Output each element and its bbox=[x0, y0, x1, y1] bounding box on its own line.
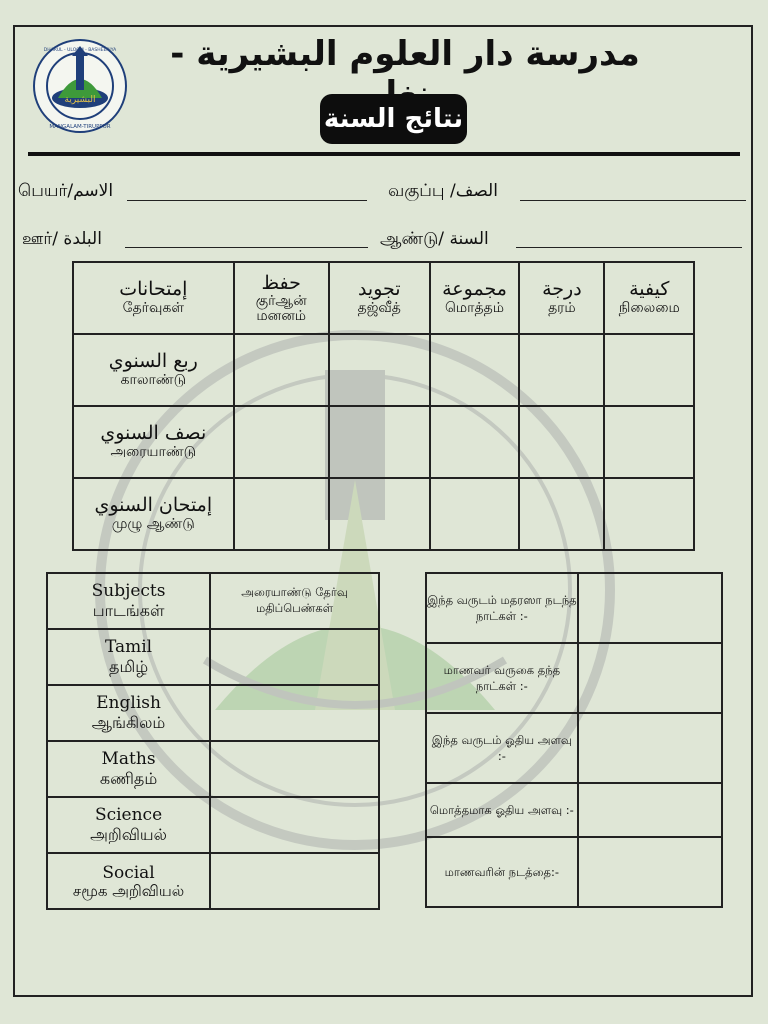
table-cell[interactable] bbox=[604, 406, 694, 478]
table-row bbox=[47, 797, 379, 853]
header-tajweed: تجويد தஜ்வீத் bbox=[329, 262, 430, 334]
year-label: ஆண்டு/ السنة bbox=[380, 229, 489, 249]
class-field[interactable] bbox=[520, 200, 746, 201]
attendance-value-cell[interactable] bbox=[578, 837, 722, 907]
results-table bbox=[72, 261, 695, 551]
year-field[interactable] bbox=[516, 247, 742, 248]
subjects-header: Subjects பாடங்கள் bbox=[47, 573, 210, 629]
table-cell[interactable] bbox=[519, 334, 604, 406]
school-title: مدرسة دار العلوم البشيرية - bbox=[170, 34, 640, 74]
header-total: مجموعة மொத்தம் bbox=[430, 262, 520, 334]
name-label: பெயர்/الاسم bbox=[18, 181, 114, 201]
subject-science: Science அறிவியல் bbox=[47, 797, 210, 853]
table-cell[interactable] bbox=[234, 478, 329, 550]
attendance-label: மாணவர் வருகை தந்த நாட்கள் :- bbox=[426, 643, 578, 713]
town-field[interactable] bbox=[125, 247, 368, 248]
marks-cell[interactable] bbox=[210, 853, 379, 909]
header-exams: إمتحانات தேர்வுகள் bbox=[73, 262, 234, 334]
marks-cell[interactable] bbox=[210, 629, 379, 685]
attendance-label: மாணவரின் நடத்தை:- bbox=[426, 837, 578, 907]
table-cell[interactable] bbox=[519, 478, 604, 550]
subject-social: Social சமூக அறிவியல் bbox=[47, 853, 210, 909]
table-cell[interactable] bbox=[329, 478, 430, 550]
table-row bbox=[426, 783, 722, 837]
table-cell[interactable] bbox=[604, 334, 694, 406]
attendance-value-cell[interactable] bbox=[578, 573, 722, 643]
attendance-value-cell[interactable] bbox=[578, 643, 722, 713]
results-badge: نتائج السنة bbox=[320, 94, 467, 144]
logo-top-text: DHARUL - ULOOM - BASHEERIYA bbox=[43, 48, 117, 53]
row-label-quarterly: ربع السنوي காலாண்டு bbox=[73, 334, 234, 406]
table-cell[interactable] bbox=[329, 406, 430, 478]
row-label-annual: إمتحان السنوي முழு ஆண்டு bbox=[73, 478, 234, 550]
table-row bbox=[47, 685, 379, 741]
school-logo bbox=[32, 38, 128, 134]
subject-english: English ஆங்கிலம் bbox=[47, 685, 210, 741]
header-condition: كيفية நிலைமை bbox=[604, 262, 694, 334]
results-header-row bbox=[73, 262, 694, 334]
class-label: வகுப்பு /الصف bbox=[388, 181, 498, 201]
attendance-label: இந்த வருடம் ஓதிய அளவு :- bbox=[426, 713, 578, 783]
subjects-table bbox=[46, 572, 380, 910]
marks-cell[interactable] bbox=[210, 741, 379, 797]
table-row bbox=[426, 713, 722, 783]
table-cell[interactable] bbox=[430, 478, 520, 550]
marks-header: அரையாண்டு தேர்வு மதிப்பெண்கள் bbox=[210, 573, 379, 629]
table-row bbox=[73, 478, 694, 550]
attendance-label: மொத்தமாக ஓதிய அளவு :- bbox=[426, 783, 578, 837]
attendance-value-cell[interactable] bbox=[578, 783, 722, 837]
marks-cell[interactable] bbox=[210, 797, 379, 853]
row-label-halfyearly: نصف السنوي அரையாண்டு bbox=[73, 406, 234, 478]
table-row bbox=[426, 837, 722, 907]
header-hifz: حفظ குர்ஆன் மனனம் bbox=[234, 262, 329, 334]
town-label: ஊர்/ البلدة bbox=[22, 229, 102, 249]
table-cell[interactable] bbox=[430, 334, 520, 406]
header-grade: درجة தரம் bbox=[519, 262, 604, 334]
table-row bbox=[426, 573, 722, 643]
table-row bbox=[73, 406, 694, 478]
attendance-value-cell[interactable] bbox=[578, 713, 722, 783]
subject-maths: Maths கணிதம் bbox=[47, 741, 210, 797]
table-cell[interactable] bbox=[234, 406, 329, 478]
table-row bbox=[47, 741, 379, 797]
name-field[interactable] bbox=[127, 200, 367, 201]
subject-tamil: Tamil தமிழ் bbox=[47, 629, 210, 685]
table-cell[interactable] bbox=[234, 334, 329, 406]
logo-center-text: البشيرية bbox=[64, 95, 96, 105]
table-cell[interactable] bbox=[430, 406, 520, 478]
logo-bottom-text: MANGALAM-TIRUPPUR bbox=[49, 124, 111, 130]
subjects-header-row bbox=[47, 573, 379, 629]
attendance-table bbox=[425, 572, 723, 908]
table-row bbox=[73, 334, 694, 406]
marks-cell[interactable] bbox=[210, 685, 379, 741]
table-row bbox=[426, 643, 722, 713]
attendance-label: இந்த வருடம் மதரஸா நடந்த நாட்கள் :- bbox=[426, 573, 578, 643]
table-cell[interactable] bbox=[329, 334, 430, 406]
table-row bbox=[47, 853, 379, 909]
table-cell[interactable] bbox=[519, 406, 604, 478]
table-cell[interactable] bbox=[604, 478, 694, 550]
table-row bbox=[47, 629, 379, 685]
header-divider bbox=[28, 152, 740, 156]
